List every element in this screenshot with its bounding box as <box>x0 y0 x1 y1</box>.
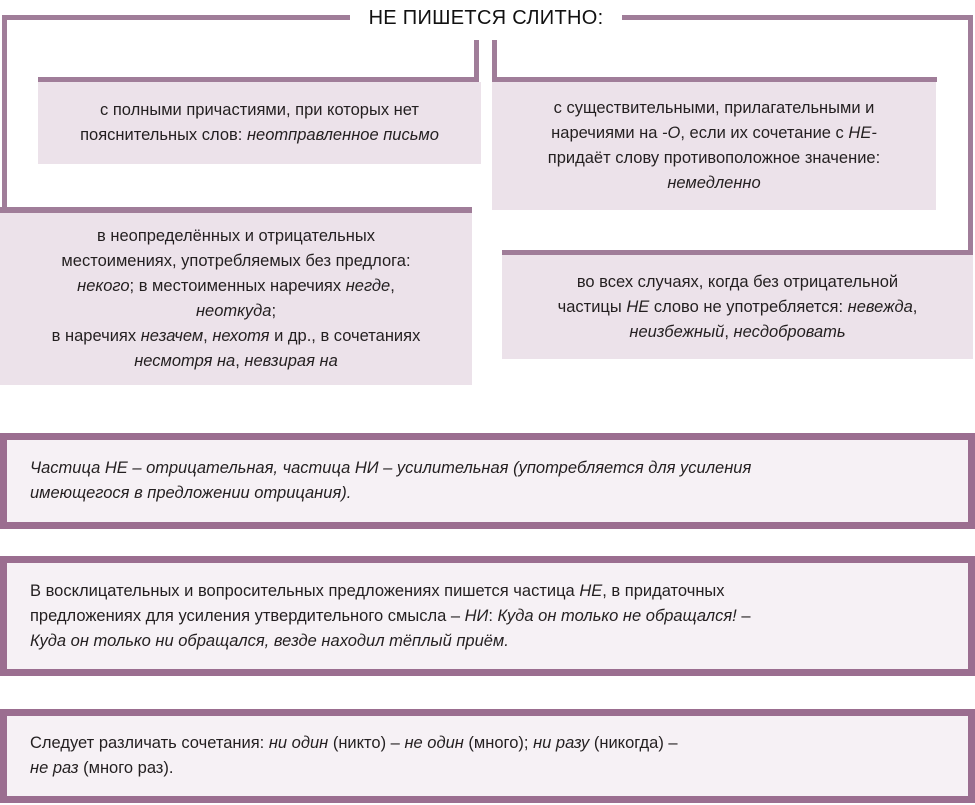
rule-example: неотправленное письмо <box>246 126 439 144</box>
rule-text: , <box>912 297 918 316</box>
rule-text: наречиями на <box>551 124 663 142</box>
note-particle: НЕ <box>579 581 603 600</box>
rule-text: , <box>390 277 395 295</box>
connector-top-left <box>2 15 350 20</box>
note-example: Куда он только не обращался! <box>497 606 737 625</box>
rule-text: ; в местоименных наречиях <box>129 277 346 295</box>
connector-center-left-vertical <box>474 40 479 82</box>
rule-text: придаёт слову противоположное значение: <box>547 149 881 167</box>
rule-example: несдобровать <box>733 322 846 341</box>
note-particle: НИ <box>464 606 489 625</box>
note-exclamatory <box>0 556 975 676</box>
note-text: , в придаточных <box>602 581 725 600</box>
page-title: НЕ ПИШЕТСЯ СЛИТНО: <box>350 4 622 32</box>
rule-text: в наречиях <box>51 327 141 345</box>
note-particles <box>0 433 975 529</box>
rule-example: несмотря на <box>134 352 236 370</box>
rule-text: с существительными, прилагательными и <box>553 99 875 117</box>
rule-text: и др., в сочетаниях <box>269 327 421 345</box>
note-text: (никто) – <box>328 734 405 752</box>
note-distinguish <box>0 709 975 803</box>
rule-text: слово не употребляется: <box>649 297 848 316</box>
rule-text: пояснительных слов: <box>80 126 247 144</box>
note-example: ни разу <box>533 734 590 752</box>
rule-text: во всех случаях, когда без отрицательной <box>576 272 899 291</box>
rule-example: немедленно <box>667 174 761 192</box>
rule-box-not-used-without <box>502 255 973 359</box>
note-text: – <box>736 606 751 625</box>
note-text: (никогда) – <box>589 734 678 752</box>
rule-text: , <box>724 322 734 341</box>
note-text: предложениях для усиления утвердительного смысла – <box>30 606 465 625</box>
rule-box-nouns-adjectives <box>492 82 936 210</box>
rule-text: с полными причастиями, при которых нет <box>100 101 419 119</box>
note-example: Куда он только ни обращался, везде находил тёплый приём. <box>30 631 509 650</box>
rule-text: , <box>203 327 213 345</box>
connector-center-right-vertical <box>492 40 497 82</box>
rule-particle: НЕ- <box>848 124 877 142</box>
rule-text: в неопределённых и отрицательных <box>97 227 375 245</box>
rule-particle: НЕ <box>626 297 650 316</box>
rule-example: невзирая на <box>244 352 338 370</box>
rule-text: частицы <box>557 297 627 316</box>
note-example: не раз <box>30 759 79 777</box>
rule-example: невежда <box>847 297 913 316</box>
connector-top-right <box>622 15 973 20</box>
note-example: ни один <box>268 734 329 752</box>
rule-text: , если их сочетание с <box>680 124 849 142</box>
note-text: Частица НЕ – отрицательная, частица НИ – усилительная (употребляется для усиления <box>30 459 752 477</box>
note-text: (много раз). <box>78 759 174 777</box>
rule-text: , <box>235 352 245 370</box>
note-text: (много); <box>463 734 534 752</box>
rule-example: неоткуда <box>195 302 272 320</box>
rule-text: местоимениях, употребляемых без предлога: <box>61 252 411 270</box>
connector-right-vertical <box>968 15 973 255</box>
rule-example: неизбежный <box>629 322 725 341</box>
note-text: имеющегося в предложении отрицания). <box>30 484 352 502</box>
rule-text: ; <box>271 302 277 320</box>
note-example: не один <box>404 734 464 752</box>
connector-left-vertical <box>2 15 7 214</box>
rule-example: негде <box>345 277 391 295</box>
rule-box-participles <box>38 82 481 164</box>
note-text: : <box>488 606 498 625</box>
rule-example: некого <box>77 277 130 295</box>
rule-box-pronouns <box>0 213 472 385</box>
rule-example: незачем <box>140 327 204 345</box>
rule-suffix: -О <box>662 124 681 142</box>
rule-example: нехотя <box>212 327 270 345</box>
note-text: Следует различать сочетания: <box>30 734 269 752</box>
note-text: В восклицательных и вопросительных предложениях пишется частица <box>30 581 580 600</box>
